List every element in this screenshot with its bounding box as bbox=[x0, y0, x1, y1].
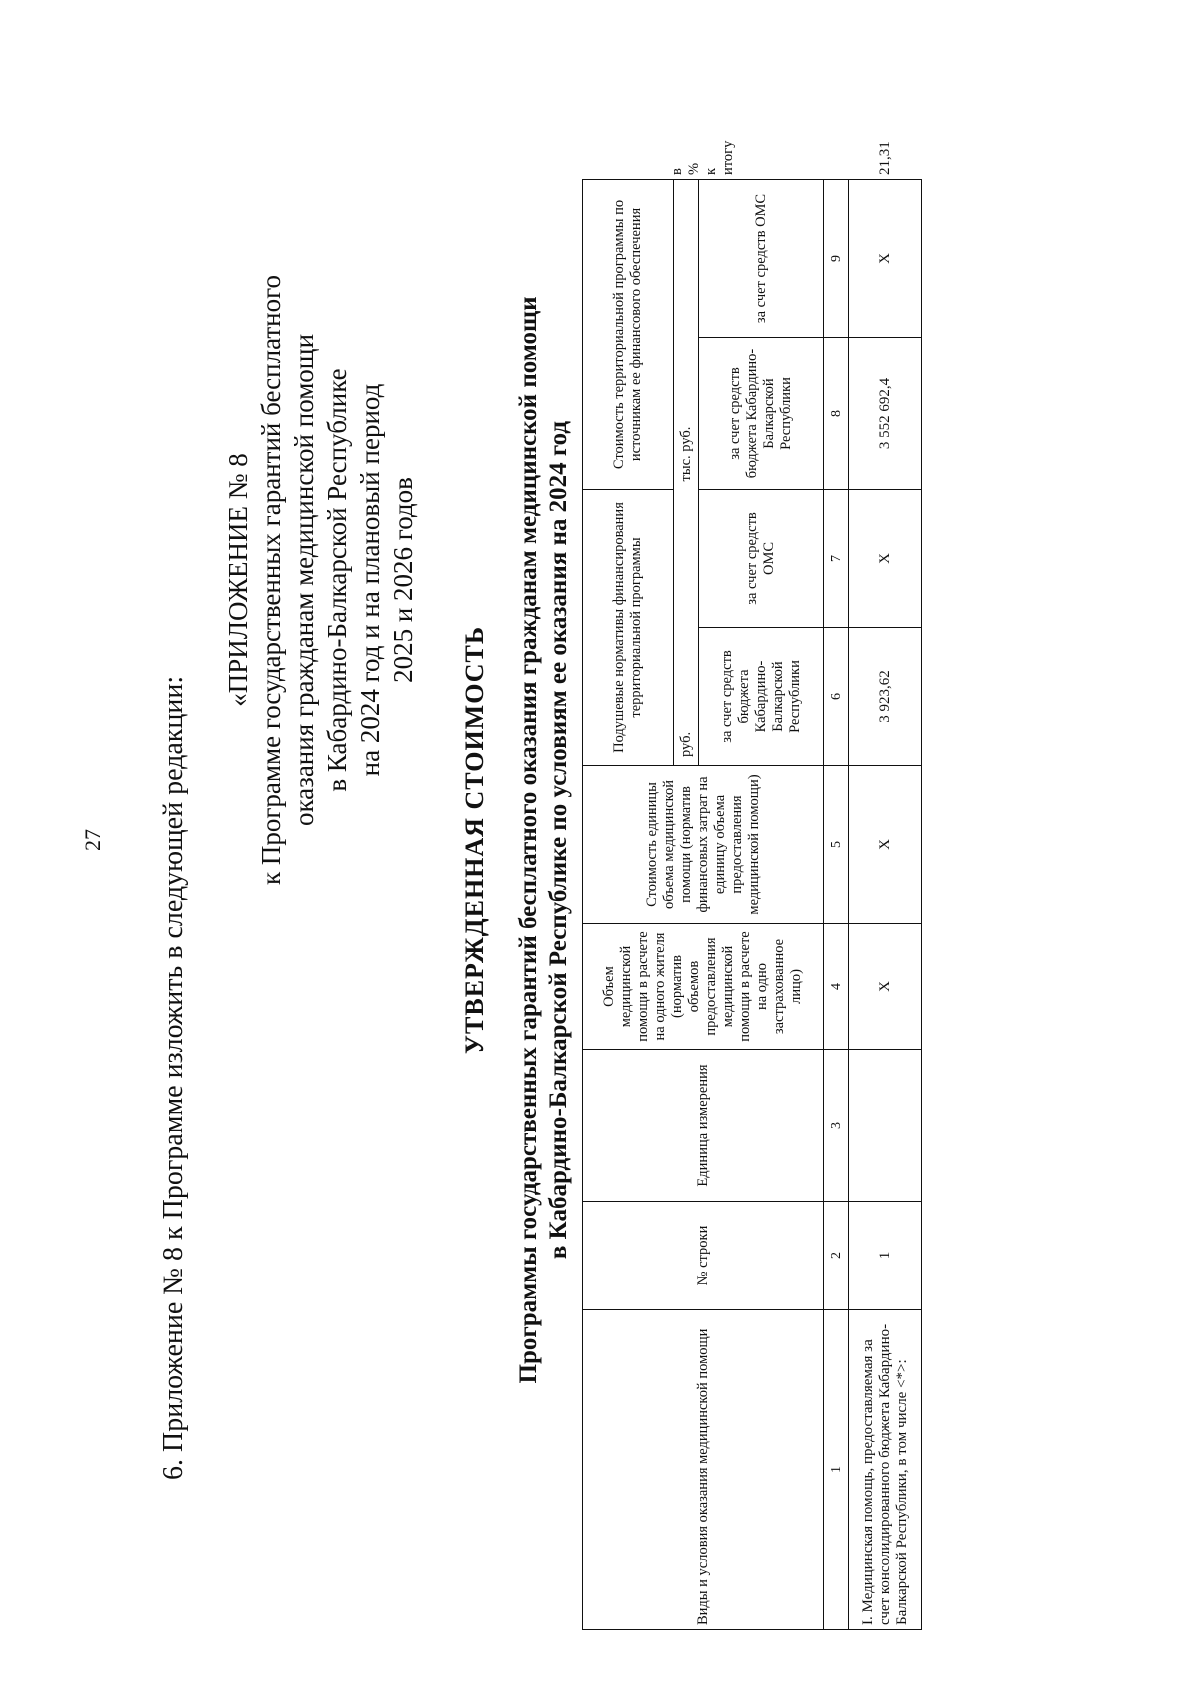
row-cost-budget: 3 552 692,4 bbox=[849, 338, 922, 490]
rotated-page-content bbox=[40, 70, 1120, 1630]
document-subtitle-1: Программы государственных гарантий бесплатного оказания гражданам медицинской помощи bbox=[515, 296, 542, 1384]
row-unit-cost: X bbox=[849, 766, 922, 924]
header-per-capita-oms: за счет средств ОМС bbox=[699, 490, 824, 628]
row-volume: X bbox=[849, 924, 922, 1050]
document-subtitle-2: в Кабардино-Балкарской Республике по условиям ее оказания на 2024 год bbox=[545, 420, 572, 1260]
cost-table: Виды и условия оказания медицинской помощи № строки Единица измерения Объем медицинской помощи в расчете на одного жителя (норматив объемов предоставления медицинской помощи в расчете на одно застрахованное лицо) Стоимость единицы объема медицинской помощи (норматив финансовых затрат на единицу объема предоставления медицинской помощи) Подушевые нормативы финансирования территориальной программы Стоимость территориальной программы по источникам ее финансового обеспечения в % к итогу руб. тыс. руб. за счет средств бюджета Кабардино-Балкарской Республики за счет средств ОМС за счет средств бюджета Кабардино-Балкарской Республики за счет средств ОМС 1 2 3 4 5 6 7 8 9 I. Медицинская помощь, предоставляемая за счет консолидированного бюджета Кабардино-Балкарской Республики, в том числе <*>: 1 X X 3 923,62 X 3 552 692,4 X 21,31 bbox=[582, 179, 922, 1630]
intro-text: 6. Приложение № 8 к Программе изложить в следующей редакции: bbox=[158, 675, 189, 1480]
unit-thousand-rub: тыс. руб. bbox=[677, 426, 694, 482]
column-number: 1 bbox=[824, 1310, 849, 1630]
column-number: 9 bbox=[824, 180, 849, 338]
column-number: 4 bbox=[824, 924, 849, 1050]
row-name: I. Медицинская помощь, предоставляемая за счет консолидированного бюджета Кабардино-Балкарской Республики, в том числе <*>: bbox=[849, 1310, 922, 1630]
header-per-capita: Подушевые нормативы финансирования территориальной программы bbox=[583, 490, 674, 766]
row-unit bbox=[849, 1050, 922, 1202]
appendix-line-1: «ПРИЛОЖЕНИЕ № 8 bbox=[223, 453, 253, 707]
header-program-cost: Стоимость территориальной программы по источникам ее финансового обеспечения bbox=[583, 180, 674, 490]
header-unit: Единица измерения bbox=[583, 1050, 824, 1202]
header-cost-oms: за счет средств ОМС bbox=[699, 180, 824, 338]
header-row-number: № строки bbox=[583, 1202, 824, 1310]
appendix-line-5: на 2024 год и на плановый период bbox=[355, 383, 385, 777]
column-number: 3 bbox=[824, 1050, 849, 1202]
column-number: 5 bbox=[824, 766, 849, 924]
column-number: 8 bbox=[824, 338, 849, 490]
column-number: 2 bbox=[824, 1202, 849, 1310]
document-heading bbox=[460, 170, 574, 1510]
column-number: 6 bbox=[824, 628, 849, 766]
appendix-line-2: к Программе государственных гарантий бесплатного bbox=[256, 274, 286, 886]
row-per-capita-budget: 3 923,62 bbox=[849, 628, 922, 766]
page-number: 27 bbox=[80, 829, 105, 851]
appendix-line-4: в Кабардино-Балкарской Республике bbox=[322, 368, 352, 792]
appendix-line-6: 2025 и 2026 годов bbox=[388, 477, 418, 683]
header-cost-budget: за счет средств бюджета Кабардино-Балкарской Республики bbox=[699, 338, 824, 490]
unit-rub: руб. bbox=[677, 731, 694, 757]
row-per-capita-oms: X bbox=[849, 490, 922, 628]
appendix-line-3: оказания гражданам медицинской помощи bbox=[289, 333, 319, 827]
appendix-header bbox=[222, 270, 420, 890]
column-number-row bbox=[824, 180, 849, 1630]
row-cost-oms: X bbox=[849, 180, 922, 338]
header-volume: Объем медицинской помощи в расчете на одного жителя (норматив объемов предоставления медицинской помощи в расчете на одно застрахованное лицо) bbox=[583, 924, 824, 1050]
row-number: 1 bbox=[849, 1202, 922, 1310]
document-title: УТВЕРЖДЕННАЯ СТОИМОСТЬ bbox=[460, 625, 489, 1055]
table-row: I. Медицинская помощь, предоставляемая за счет консолидированного бюджета Кабардино-Балкарской Республики, в том числе <*>: 1 X X 3 923,62 X 3 552 692,4 X 21,31 bbox=[849, 180, 922, 1630]
header-per-capita-budget: за счет средств бюджета Кабардино-Балкарской Республики bbox=[699, 628, 824, 766]
header-unit-cost: Стоимость единицы объема медицинской помощи (норматив финансовых затрат на единицу объема предоставления медицинской помощи) bbox=[583, 766, 824, 924]
header-kinds: Виды и условия оказания медицинской помощи bbox=[583, 1310, 824, 1630]
column-number: 7 bbox=[824, 490, 849, 628]
